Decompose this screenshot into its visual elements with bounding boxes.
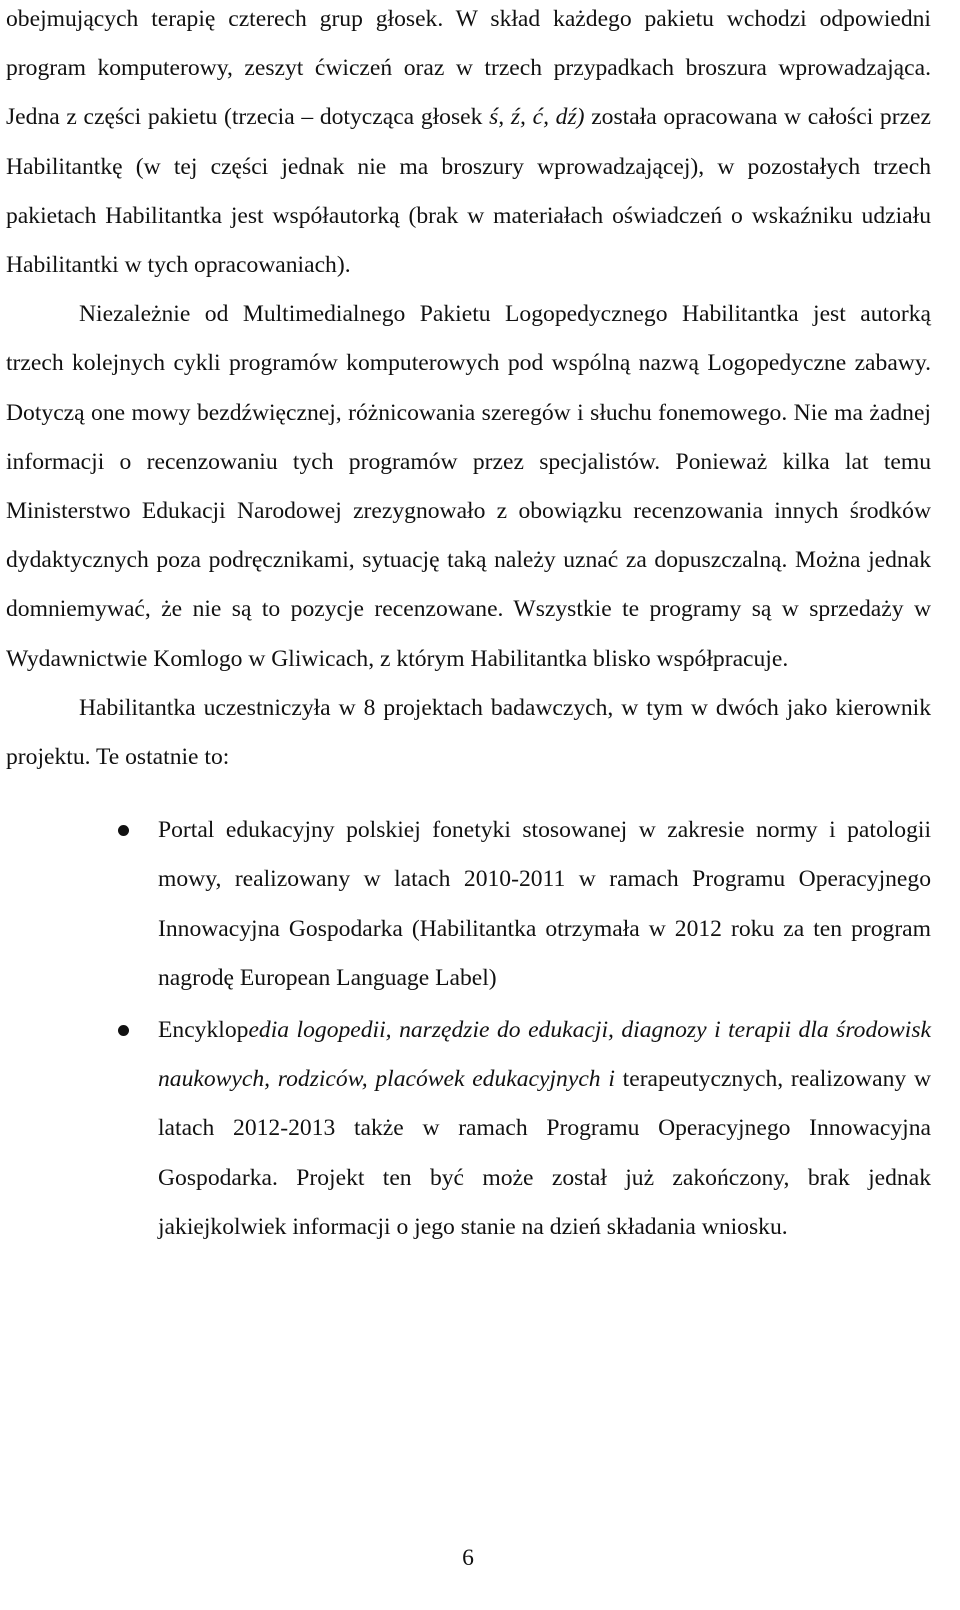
- list-item-text: terapeutycznych, realizowany w latach 2012-2013 także w ramach Programu Operacyjnego Innowacyjna Gospodarka. Projekt ten być może został już zakończony, brak jednak jakiejkolwiek informacji o jego stanie na dzień składania wniosku.: [158, 1066, 931, 1240]
- paragraph-italic-part: ś, ź, ć, dź): [489, 104, 585, 131]
- list-item-text: Encyklop: [158, 1017, 249, 1044]
- document-page: [6, 0, 931, 1255]
- bullet-icon: [118, 1025, 129, 1036]
- bullet-icon: [118, 825, 129, 836]
- paragraph-text-part: została opracowana w całości przez Habilitantkę (w tej części jednak nie ma broszury wprowadzającej), w pozostałych trzech pakietach Habilitantka jest współautorką (brak w materiałach oświadczeń o wskaźniku udziału Habilitantki w tych opracowaniach).: [6, 104, 931, 279]
- project-list: [6, 806, 931, 1252]
- list-item: [6, 806, 931, 1003]
- paragraph-projects-intro: Habilitantka uczestniczyła w 8 projektach badawczych, w tym w dwóch jako kierownik projektu. Te ostatnie to:: [6, 694, 931, 771]
- paragraph-pakiet-description: [6, 0, 931, 290]
- list-item-italic-text: edia logopedii, narzędzie do edukacji, diagnozy i terapii dla środowisk naukowych, rodziców, placówek edukacyjnych i: [158, 1017, 931, 1093]
- page-number: 6: [462, 1545, 474, 1571]
- paragraph-text-part: obejmujących terapię czterech grup głosek. W skład każdego pakietu wchodzi odpowiedni program komputerowy, zeszyt ćwiczeń oraz w trzech przypadkach broszura wprowadzająca. Jedna z części pakietu (trzecia – dotycząca głosek: [6, 6, 931, 131]
- list-item-text: Portal edukacyjny polskiej fonetyki stosowanej w zakresie normy i patologii mowy, realizowany w latach 2010-2011 w ramach Programu Operacyjnego Innowacyjna Gospodarka (Habilitantka otrzymała w 2012 roku za ten program nagrodę European Language Label): [158, 817, 931, 991]
- list-item: [6, 1006, 931, 1252]
- paragraph-logopedyczne-zabawy: Niezależnie od Multimedialnego Pakietu Logopedycznego Habilitantka jest autorką trzech kolejnych cykli programów komputerowych pod wspólną nazwą Logopedyczne zabawy. Dotyczą one mowy bezdźwięcznej, różnicowania szeregów i słuchu fonemowego. Nie ma żadnej informacji o recenzowaniu tych programów przez specjalistów. Ponieważ kilka lat temu Ministerstwo Edukacji Narodowej zrezygnowało z obowiązku recenzowania innych środków dydaktycznych poza podręcznikami, sytuację taką należy uznać za dopuszczalną. Można jednak domniemywać, że nie są to pozycje recenzowane. Wszystkie te programy są w sprzedaży w Wydawnictwie Komlogo w Gliwicach, z którym Habilitantka blisko współpracuje.: [6, 301, 931, 672]
